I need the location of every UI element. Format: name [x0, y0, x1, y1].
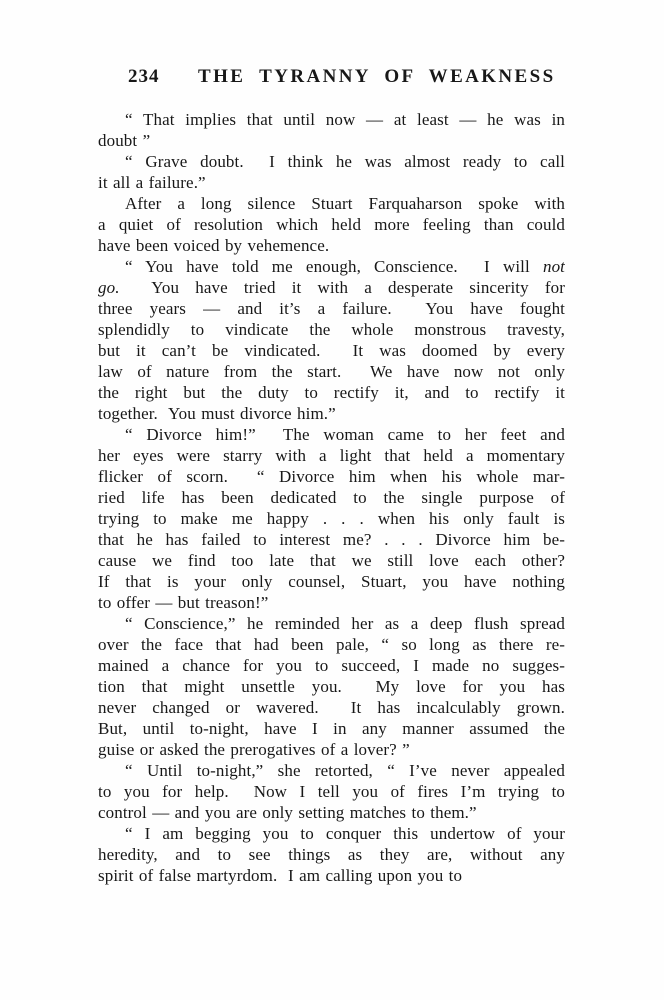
text-line: but it can’t be vindicated. It was doomed by every — [98, 341, 565, 360]
text-line: spirit of false martyrdom. I am calling upon you to — [98, 866, 463, 885]
text-line: “ Divorce him!” The woman came to her feet and — [125, 425, 565, 444]
text-line: her eyes were starry with a light that held a momentary — [98, 446, 565, 465]
text-line: flicker of scorn. “ Divorce him when his whole mar- — [98, 467, 565, 486]
running-title: THE TYRANNY OF WEAKNESS — [198, 66, 556, 87]
text-line: guise or asked the prerogatives of a lover? ” — [98, 740, 410, 759]
running-header — [98, 66, 565, 90]
text-line: control — and you are only setting matches to them.” — [98, 803, 477, 822]
text-line: three years — and it’s a failure. You have fought — [98, 299, 565, 318]
text-line: “ You have told me enough, Conscience. I will not — [125, 257, 565, 276]
paragraph — [98, 151, 565, 193]
paragraph — [98, 256, 565, 424]
paragraph — [98, 613, 565, 760]
text-line: But, until to-night, have I in any manner assumed the — [98, 719, 565, 738]
paragraph — [98, 760, 565, 823]
page-body — [98, 109, 565, 886]
paragraph — [98, 823, 565, 886]
text-line: that he has failed to interest me? . . . Divorce him be- — [98, 530, 565, 549]
text-line: “ That implies that until now — at least — he was in — [125, 110, 565, 129]
text-line: tion that might unsettle you. My love for you has — [98, 677, 565, 696]
text-line: together. You must divorce him.” — [98, 404, 336, 423]
text-line: ried life has been dedicated to the single purpose of — [98, 488, 565, 507]
text-line: “ Until to-night,” she retorted, “ I’ve never appealed — [125, 761, 565, 780]
text-line: go. You have tried it with a desperate sincerity for — [98, 278, 565, 297]
text-line: splendidly to vindicate the whole monstrous travesty, — [98, 320, 565, 339]
text-line: have been voiced by vehemence. — [98, 236, 330, 255]
text-line: the right but the duty to rectify it, and to rectify it — [98, 383, 565, 402]
text-line: After a long silence Stuart Farquaharson spoke with — [125, 194, 565, 213]
text-line: never changed or wavered. It has incalculably grown. — [98, 698, 565, 717]
text-line: law of nature from the start. We have now not only — [98, 362, 565, 381]
text-line: “ Conscience,” he reminded her as a deep flush spread — [125, 614, 565, 633]
text-line: cause we find too late that we still love each other? — [98, 551, 565, 570]
text-line: “ I am begging you to conquer this undertow of your — [125, 824, 565, 843]
text-line: doubt ” — [98, 131, 151, 150]
text-line: “ Grave doubt. I think he was almost ready to call — [125, 152, 565, 171]
text-line: heredity, and to see things as they are, without any — [98, 845, 565, 864]
text-line: over the face that had been pale, “ so long as there re- — [98, 635, 565, 654]
paragraph — [98, 193, 565, 256]
text-line: If that is your only counsel, Stuart, you have nothing — [98, 572, 565, 591]
paragraph — [98, 109, 565, 151]
paragraph — [98, 424, 565, 613]
text-line: trying to make me happy . . . when his only fault is — [98, 509, 565, 528]
text-line: to you for help. Now I tell you of fires I’m trying to — [98, 782, 565, 801]
text-line: to offer — but treason!” — [98, 593, 269, 612]
text-line: a quiet of resolution which held more feeling than could — [98, 215, 565, 234]
page-number: 234 — [128, 66, 160, 87]
text-line: mained a chance for you to succeed, I made no sugges- — [98, 656, 565, 675]
text-line: it all a failure.” — [98, 173, 206, 192]
